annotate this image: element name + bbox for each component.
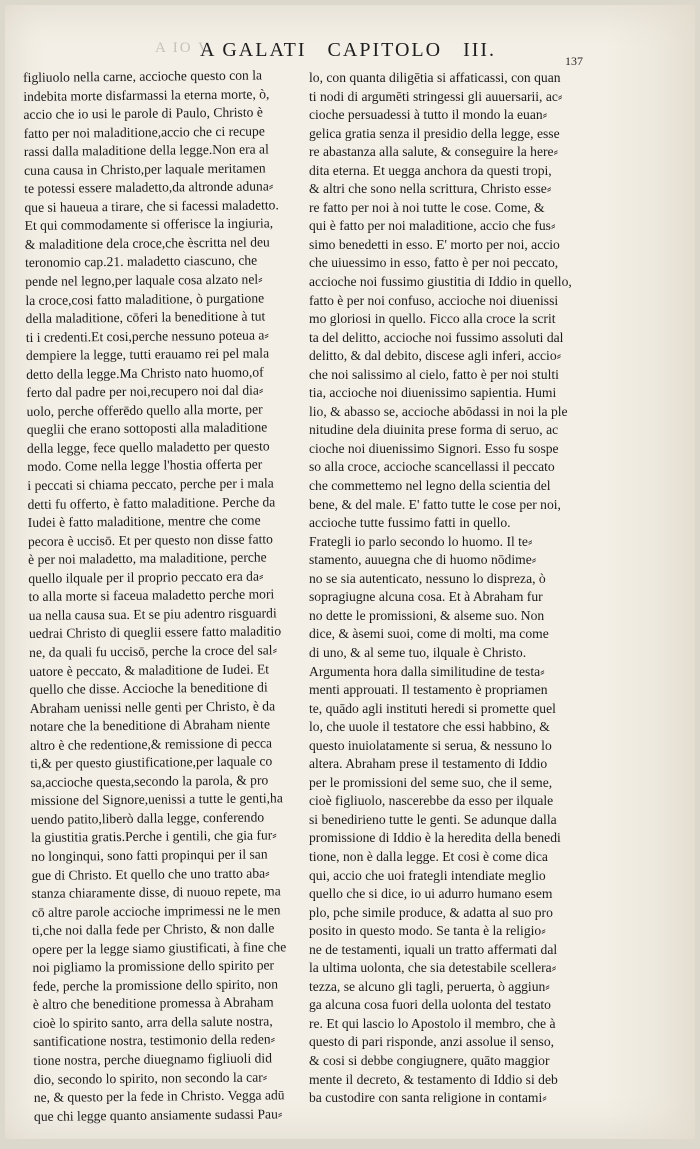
text-line: promissione di Iddio è la heredita della benedi: [309, 830, 561, 846]
text-line: per le promissioni del seme suo, che il seme,: [309, 774, 553, 790]
text-line: dita eterna. Et uegga anchora da questi tropi,: [309, 162, 552, 178]
text-line: uedrai Christo di queglii essere fatto maladitio: [28, 623, 282, 642]
text-line: uendo patito,liberò dalla legge, conferendo: [30, 809, 265, 827]
text-line: queglii che erano sottoposti alla maladitione: [26, 419, 268, 438]
text-line: plo, pche simile produce, & adatta al suo pro: [309, 904, 553, 920]
text-line: modo. Come nella legge l'hostia offerta per: [27, 457, 263, 475]
text-line: di uno, & al seme tuo, ilquale è Christo.: [309, 644, 527, 660]
text-line: bene, & del male. E' fatto tutte le cose per noi,: [309, 496, 561, 512]
text-line: fatto per noi maladitione,accio che ci recupe: [23, 123, 265, 141]
text-line: ga alcuna cosa fuori della uolonta del testato: [309, 997, 551, 1013]
text-line: la ultima uolonta, che sia detestabile scellera⸗: [309, 960, 557, 976]
text-line: & cosi si debbe congiugnere, quāto maggior: [309, 1052, 550, 1068]
text-line: quello che disse. Accioche la beneditione di: [29, 679, 268, 698]
left-text-column: [23, 66, 308, 1126]
text-line: qui, accio che uoi frategli intendiate meglio: [309, 867, 546, 883]
text-line: Frategli io parlo secondo lo huomo. Il te⸗: [309, 533, 533, 549]
text-line: & altri che sono nella scrittura, Christo esse⸗: [309, 181, 552, 197]
text-line: uatore è peccato, & maladitione de Iudei. Et: [29, 660, 270, 679]
text-line: que chi legge quanto ansiamente sudassi Pau⸗: [33, 1105, 283, 1124]
text-line: ti,che noi dalla fede per Christo, & non dalle: [31, 920, 275, 939]
text-line: nitudine dela diuinita prese forma di seruo, ac: [309, 422, 559, 438]
text-line: i peccati si chiama peccato, perche per i mala: [27, 475, 274, 494]
text-line: ti nodi di argumēti stringessi gli auuersarii, ac⸗: [309, 88, 563, 104]
text-line: que si haueua a tirare, che si facessi maladetto.: [24, 197, 279, 215]
text-line: missione del Signore,uenissi a tutte le genti,ha: [30, 790, 283, 809]
text-line: re fatto per noi à noi tutte le cose. Come, &: [309, 199, 545, 215]
text-line: tione, non è dalla legge. Et cosi è come dica: [309, 848, 548, 864]
running-head: [200, 39, 496, 62]
text-line: accioche tutte fussimo fatti in quello.: [309, 515, 511, 531]
text-line: fatto è per noi confuso, accioche noi diuenissi: [309, 292, 559, 308]
text-line: tione nostra, perche diuegnamo figliuoli did: [33, 1050, 273, 1068]
page-number: 137: [565, 54, 583, 68]
text-line: re. Et qui lascio lo Apostolo il membro, che à: [309, 1015, 556, 1031]
running-head-chapter: CAPITOLO: [327, 39, 443, 61]
text-line: stamento, auuegna che di huomo nōdime⸗: [309, 552, 537, 568]
text-line: accio che io usi le parole di Paulo, Christo è: [23, 104, 263, 123]
text-line: lio, & abasso se, accioche abōdassi in noi la ple: [309, 403, 568, 419]
text-line: santificatione nostra, testimonio della reden⸗: [33, 1031, 276, 1050]
text-line: opere per la legge siamo giustificati, à fine che: [32, 938, 287, 957]
text-line: pende nel legno,per laquale cosa alzato nel⸗: [25, 271, 263, 290]
text-line: altera. Abraham prese il testamento di Iddio: [309, 756, 548, 772]
text-line: ferto dal padre per noi,recupero noi dal dia⸗: [26, 382, 264, 401]
text-line: che noi salissimo al cielo, fatto è per noi stulti: [309, 366, 559, 382]
text-line: noi pigliamo la promissione dello spirito per: [32, 957, 275, 976]
text-line: Argumenta hora dalla similitudine de testa⸗: [309, 663, 545, 679]
text-line: la croce,cosi fatto maladitione, ò purgatione: [25, 290, 265, 308]
text-line: menti approuati. Il testamento è propriamen: [309, 682, 548, 698]
text-line: & maladitione dela croce,che èscritta nel deu: [24, 234, 270, 252]
text-line: che uiuessimo in esso, fatto è per noi peccato,: [309, 255, 559, 271]
text-line: no longinqui, sono fatti propinqui per il san: [31, 846, 268, 864]
text-line: so alla croce, accioche scancellassi il peccato: [309, 459, 555, 475]
text-line: no dette le promissioni, & alseme suo. Non: [309, 607, 545, 623]
text-line: posito in questo modo. Se tanta è la religio⸗: [309, 923, 546, 939]
text-line: che commettemo nel legno della scientia del: [309, 478, 551, 494]
text-line: cioè lo spirito santo, arra della salute nostra,: [32, 1013, 273, 1031]
text-line: Et qui commodamente si offerisce la ingiuria,: [24, 215, 274, 234]
text-line: è per noi maladetto, ma maladitione, perche: [28, 549, 267, 568]
text-line: dempiere la legge, tutti erauamo rei pel mala: [25, 345, 270, 364]
text-line: notare che la beneditione di Abraham niente: [29, 716, 271, 735]
text-line: quello che si dice, io ui adurro humano esem: [309, 886, 553, 902]
text-line: ne de testamenti, iquali un tratto affermati dal: [309, 941, 558, 957]
text-line: mo gloriosi in quello. Ficco alla croce la scrit: [309, 311, 556, 327]
text-line: quello ilquale per il proprio peccato era da⸗: [28, 568, 264, 586]
text-line: accioche noi fussimo giustitia di Iddio in quello,: [309, 274, 572, 290]
text-line: detto della legge.Ma Christo nato huomo,of: [26, 364, 264, 382]
text-line: teronomio cap.21. maladetto ciascuno, che: [24, 253, 258, 271]
running-head-chapter-number: III.: [463, 39, 497, 61]
text-line: rassi dalla maladitione della legge.Non era al: [23, 141, 269, 160]
text-line: dio, secondo lo spirito, non secondo la car⸗: [33, 1069, 268, 1087]
book-page: [5, 5, 695, 1139]
text-line: sa,accioche questa,secondo la parola, & pro: [30, 772, 269, 790]
text-line: tezza, se alcuno gli tagli, peruerta, ò aggiun⸗: [309, 978, 550, 994]
text-line: ti i credenti.Et cosi,perche nessuno poteua a⸗: [25, 327, 269, 345]
text-line: la giustitia gratis.Perche i gentili, che gia fur⸗: [30, 827, 277, 846]
text-line: cō altre parole accioche imprimessi ne le men: [31, 901, 281, 920]
text-line: ne, da quali fu uccisō, perche la croce del sal⸗: [29, 642, 278, 660]
text-line: è altro che beneditione promessa à Abraham: [32, 994, 274, 1013]
text-line: lo, con quanta diligētia si affaticassi, con quan: [309, 70, 561, 85]
text-line: si benedirieno tutte le genti. Se adunque dalla: [309, 811, 557, 827]
text-line: figliuolo nella carne, accioche questo con la: [23, 67, 263, 85]
text-line: delitto, & dal debito, discese agli inferi, accio⸗: [309, 348, 562, 364]
text-line: cuna causa in Christo,per laquale meritamen: [23, 160, 266, 178]
text-line: re abastanza alla salute, & conseguire la here⸗: [309, 144, 559, 160]
text-line: ba custodire con santa religione in contami⸗: [309, 1090, 547, 1106]
text-line: simo benedetti in esso. E' morto per noi, accio: [309, 236, 560, 252]
text-line: questo di pari risponde, anzi assolue il senso,: [309, 1034, 555, 1050]
text-line: stanza chiaramente disse, di nuouo repete, ma: [31, 883, 281, 902]
text-line: pecora è uccisō. Et per questo non disse fatto: [27, 531, 274, 549]
text-line: qui è fatto per noi maladitione, accio che fus⸗: [309, 218, 556, 234]
text-line: detti fu offerto, è fatto maladitione. Perche da: [27, 493, 276, 512]
page-edge-shade: [605, 5, 695, 1139]
text-line: fede, perche la promissione dello spirito, non: [32, 976, 279, 994]
running-head-title: A GALATI: [200, 39, 307, 61]
text-line: no se sia autenticato, nessuno lo dispreza, ò: [309, 570, 546, 586]
text-line: sopragiugne alcuna cosa. Et à Abraham fur: [309, 589, 543, 605]
text-line: della maladitione, cōferi la beneditione à tut: [25, 308, 266, 327]
text-line: cioche noi diuenissimo Signori. Esso fu sospe: [309, 440, 559, 456]
text-line: te potessi essere maladetto,da altronde aduna⸗: [24, 178, 274, 197]
text-line: Abraham uenissi nelle genti per Christo, è da: [29, 697, 276, 716]
text-line: ta del delitto, accioche noi fussimo assoluti dal: [309, 329, 564, 345]
text-line: lo, che uuole il testatore che essi habbino, &: [309, 719, 550, 735]
text-line: Iudei è fatto maladitione, mentre che come: [27, 512, 261, 531]
text-line: ua nella causa sua. Et se piu adentro risguardi: [28, 605, 277, 623]
right-text-column: [309, 69, 597, 1108]
text-line: indebita morte disfarmassi la eterna morte, ò,: [23, 85, 270, 104]
text-line: uolo, perche offerēdo quello alla morte, per: [26, 401, 263, 419]
text-line: cioè figliuolo, nascerebbe da esso per ilquale: [309, 793, 554, 809]
text-line: tia, accioche noi diuenissimo sapientia. Humi: [309, 385, 557, 401]
text-line: ne, & questo per la fede in Christo. Vegga adū: [33, 1087, 285, 1106]
text-line: della legge, fece quello maladetto per questo: [26, 438, 270, 456]
text-line: to alla morte si faceua maladetto perche mori: [28, 586, 275, 605]
text-line: altro è che redentione,& remissione di pecca: [30, 735, 273, 753]
text-line: dice, & àsemi suoi, come di molti, ma come: [309, 626, 549, 642]
text-line: questo inuiolatamente si serua, & nessuno lo: [309, 737, 552, 753]
text-line: gelica gratia senza il presidio della legge, esse: [309, 125, 560, 141]
text-line: cioche persuadessi à tutto il mondo la euan⸗: [309, 107, 548, 123]
text-line: gue di Christo. Et quello che uno tratto aba⸗: [31, 864, 270, 883]
text-line: te, quādo agli instituti heredi si promette quel: [309, 700, 556, 716]
bleed-through-text: A IO V: [155, 40, 211, 56]
text-line: ti,& per questo giustificatione,per laquale co: [30, 753, 273, 772]
text-line: mente il decreto, & testamento di Iddio si deb: [309, 1071, 558, 1087]
